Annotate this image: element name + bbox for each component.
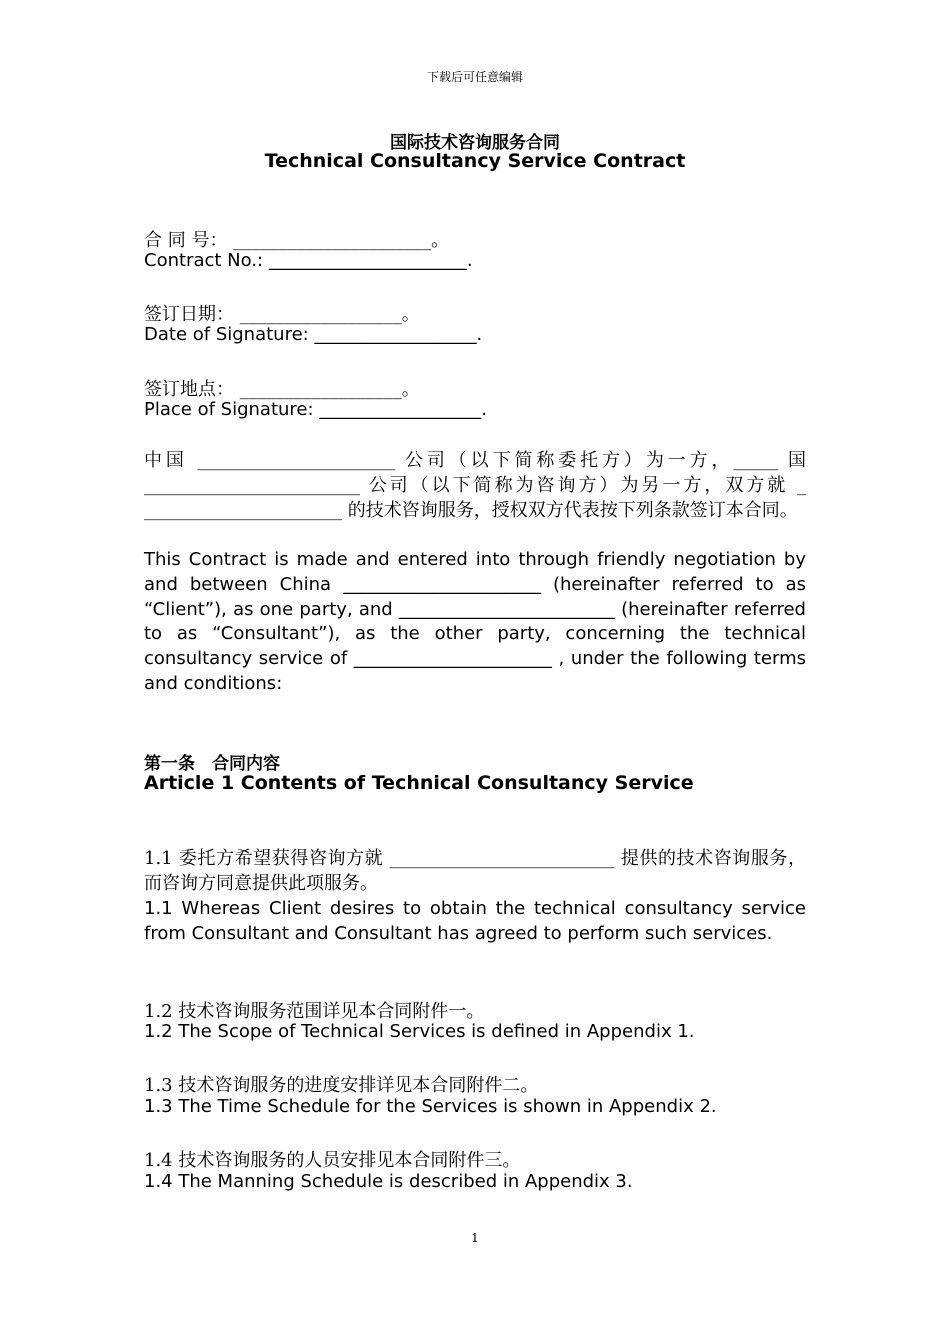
clause-1-4-en: 1.4 The Manning Schedule is described in Appendix 3. xyxy=(144,1171,633,1192)
clause-1-1-cn: 1.1 委托方希望获得咨询方就 _________________________ 提供的技术咨询服务，而咨询方同意提供此项服务。 xyxy=(144,848,806,894)
page-header-note: 下载后可任意编辑 xyxy=(426,70,523,84)
title-chinese: 国际技术咨询服务合同 xyxy=(390,133,560,153)
contract-no-cn: 合 同 号： ______________________。 xyxy=(144,230,450,251)
contract-no-en: Contract No.: ______________________. xyxy=(144,250,473,271)
article1-heading-en: Article 1 Contents of Technical Consultancy Service xyxy=(144,772,694,794)
clause-1-4-cn: 1.4 技术咨询服务的人员安排见本合同附件三。 xyxy=(144,1150,521,1171)
clause-1-2-cn: 1.2 技术咨询服务范围详见本合同附件一。 xyxy=(144,1001,485,1022)
article1-heading-cn: 第一条 合同内容 xyxy=(144,754,280,774)
intro-paragraph-cn: 中国 ______________________ 公司（以下简称委托方）为一方，_____ 国 ________________________ 公司（以下简称为咨询方）为另一方，双方就 _ ______________________ 的技术咨询服务，授权双方代表按下列条款签订本合同。 xyxy=(144,450,806,521)
signature-date-cn: 签订日期： __________________。 xyxy=(144,304,420,325)
signature-place-en: Place of Signature: __________________. xyxy=(144,399,487,420)
signature-date-en: Date of Signature: __________________. xyxy=(144,324,483,345)
page-number: 1 xyxy=(471,1231,479,1245)
title-english: Technical Consultancy Service Contract xyxy=(264,150,686,172)
clause-1-3-cn: 1.3 技术咨询服务的进度安排详见本合同附件二。 xyxy=(144,1075,539,1096)
clause-1-2-en: 1.2 The Scope of Technical Services is defined in Appendix 1. xyxy=(144,1021,695,1042)
clause-1-1-en: 1.1 Whereas Client desires to obtain the technical consultancy service from Consultant and Consultant has agreed to perform such services. xyxy=(144,898,806,944)
signature-place-cn: 签订地点： __________________。 xyxy=(144,379,420,400)
intro-paragraph-en: This Contract is made and entered into through friendly negotiation by and between China ______________________ (hereinafter referred to as “Client”), as one party, and ________________________ (hereinafter referred to as “Consultant”), as the other party, concerning the technical consultancy service of ______________________ , under the following terms and conditions: xyxy=(144,549,806,694)
clause-1-3-en: 1.3 The Time Schedule for the Services is shown in Appendix 2. xyxy=(144,1096,717,1117)
